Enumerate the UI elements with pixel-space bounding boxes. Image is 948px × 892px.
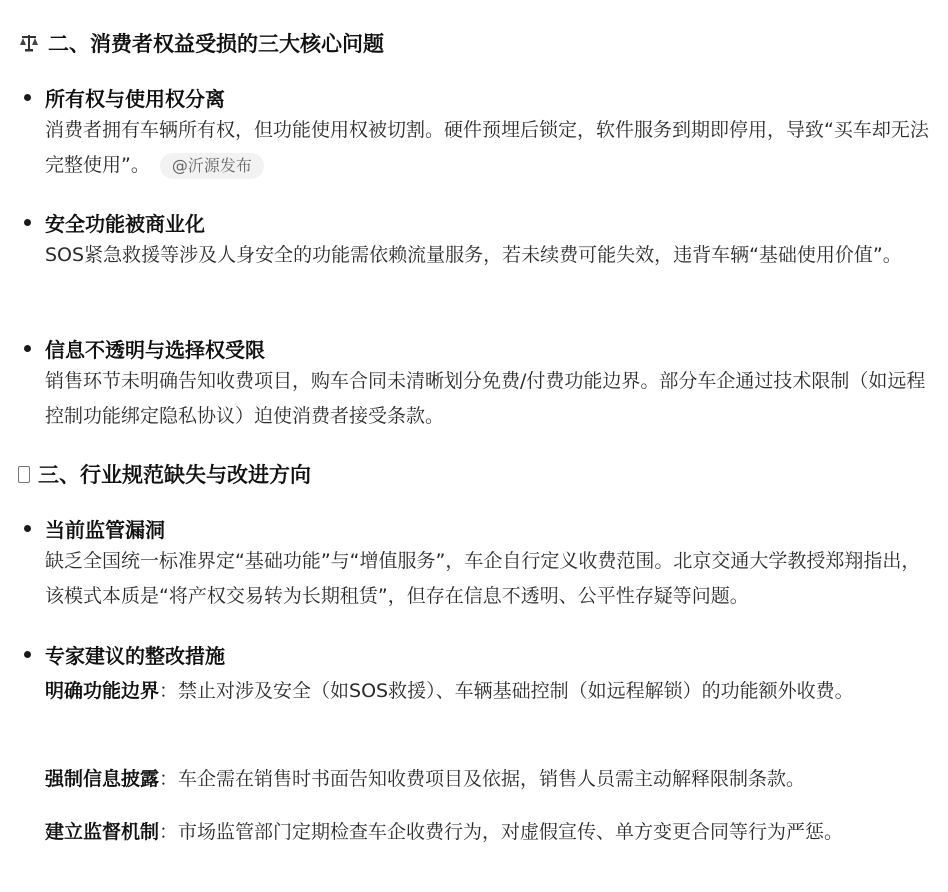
measure-label: 强制信息披露 — [45, 768, 160, 790]
item-title: 专家建议的整改措施 — [45, 643, 225, 668]
list-item — [24, 206, 938, 273]
source-tag[interactable]: @沂源发布 — [160, 153, 264, 179]
placeholder-box-icon — [18, 466, 30, 483]
item-description: 消费者拥有车辆所有权，但功能使用权被切割。硬件预埋后锁定，软件服务到期即停用，导致“买车却无法完整使用”。 @沂源发布 — [45, 113, 938, 183]
item-title: 当前监管漏洞 — [45, 517, 165, 542]
list-item — [24, 512, 938, 614]
measure-text: 市场监管部门定期检查车企收费行为，对虚假宣传、单方变更合同等行为严惩。 — [178, 821, 844, 843]
item-title: 所有权与使用权分离 — [45, 86, 225, 111]
section-3-heading — [18, 458, 311, 490]
measure-label: 明确功能边界 — [45, 680, 160, 702]
measure-label: 建立监督机制 — [45, 821, 160, 843]
bullet-icon — [24, 651, 31, 658]
measure-item: 强制信息披露：车企需在销售时书面告知收费项目及依据，销售人员需主动解释限制条款。 — [45, 768, 806, 790]
measure-item: 建立监督机制：市场监管部门定期检查车企收费行为，对虚假宣传、单方变更合同等行为严惩。 — [45, 821, 844, 843]
list-item — [24, 81, 938, 183]
section-2-title: 二、消费者权益受损的三大核心问题 — [48, 32, 384, 56]
bullet-icon — [24, 219, 31, 226]
bullet-icon — [24, 345, 31, 352]
item-title: 安全功能被商业化 — [45, 211, 205, 236]
measure-text: 车企需在销售时书面告知收费项目及依据，销售人员需主动解释限制条款。 — [178, 768, 806, 790]
section-3-title: 三、行业规范缺失与改进方向 — [38, 463, 311, 487]
list-item — [24, 638, 938, 670]
item-description: 缺乏全国统一标准界定“基础功能”与“增值服务”，车企自行定义收费范围。北京交通大学教授郑翔指出，该模式本质是“将产权交易转为长期租赁”，但存在信息不透明、公平性存疑等问题。 — [45, 550, 921, 607]
bullet-icon — [24, 94, 31, 101]
measure-item: 明确功能边界：禁止对涉及安全（如SOS救援）、车辆基础控制（如远程解锁）的功能额外收费。 — [45, 680, 854, 702]
item-description: 销售环节未明确告知收费项目，购车合同未清晰划分免费/付费功能边界。部分车企通过技术限制（如远程控制功能绑定隐私协议）迫使消费者接受条款。 — [45, 370, 926, 427]
bullet-icon — [24, 525, 31, 532]
item-description: SOS紧急救援等涉及人身安全的功能需依赖流量服务，若未续费可能失效，违背车辆“基础使用价值”。 — [45, 244, 902, 266]
measure-text: 禁止对涉及安全（如SOS救援）、车辆基础控制（如远程解锁）的功能额外收费。 — [178, 680, 854, 702]
item-title: 信息不透明与选择权受限 — [45, 337, 265, 362]
list-item — [24, 332, 938, 434]
scales-icon — [18, 32, 40, 54]
section-2-heading — [18, 27, 384, 59]
